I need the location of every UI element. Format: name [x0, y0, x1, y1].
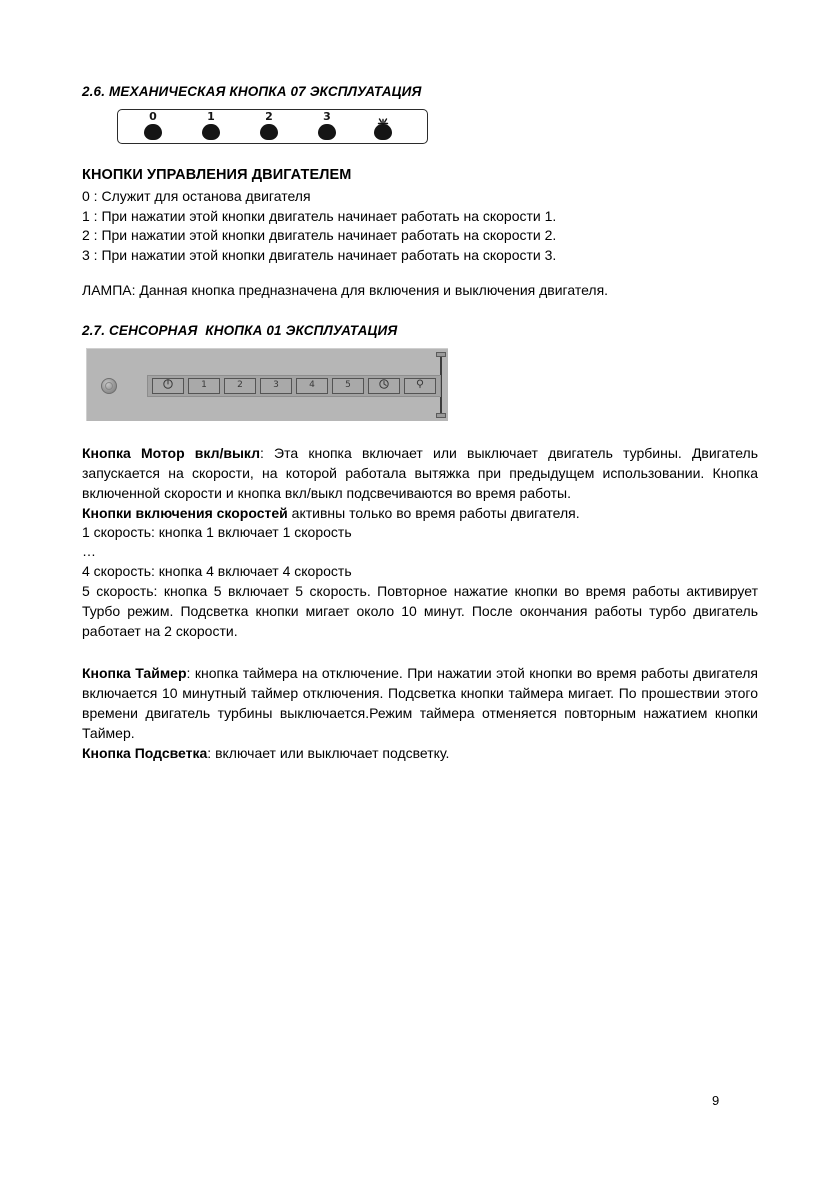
section-heading-touch: 2.7. СЕНСОРНАЯ КНОПКА 01 ЭКСПЛУАТАЦИЯ [82, 322, 398, 338]
touch-key-speed-5[interactable] [332, 378, 364, 394]
panel-corner-nub-top [436, 352, 446, 357]
mech-knob-cap [374, 124, 392, 140]
speed-line-1: 1 скорость: кнопка 1 включает 1 скорость [82, 523, 352, 540]
motor-line-3: 3 : При нажатии этой кнопки двигатель начинает работать на скорости 3. [82, 246, 557, 263]
touch-key-light[interactable] [404, 378, 436, 394]
mechanical-control-panel [117, 109, 428, 144]
power-icon [160, 377, 176, 395]
speed-buttons-body: активны только во время работы двигателя. [287, 504, 580, 521]
mech-knob-0-label: 0 [149, 110, 157, 123]
mech-knob-3[interactable] [312, 112, 342, 142]
page-number: 9 [712, 1093, 720, 1108]
light-bulb-icon [412, 377, 428, 395]
touch-key-speed-1[interactable] [188, 378, 220, 394]
touch-control-panel [86, 348, 448, 421]
touch-key-speed-2-label: 2 [237, 380, 243, 390]
speed-buttons-bold-lead: Кнопки включения скоростей [82, 504, 288, 521]
touch-key-speed-2[interactable] [224, 378, 256, 394]
mech-knob-cap [202, 124, 220, 140]
motor-line-1: 1 : При нажатии этой кнопки двигатель начинает работать на скорости 1. [82, 207, 557, 224]
page-content [82, 84, 758, 763]
mech-knob-lamp[interactable] [368, 112, 398, 142]
touch-key-speed-3[interactable] [260, 378, 292, 394]
light-button-body: : включает или выключает подсветку. [207, 745, 450, 761]
turbo-paragraph: 5 скорость: кнопка 5 включает 5 скорость. Повторное нажатие кнопки во время работы активирует Турбо режим. Подсветка кнопки мигает около 10 минут. После окончания работы турбо двигатель работает на 2 скорости. [82, 583, 758, 639]
touch-panel-figure [86, 348, 758, 421]
light-button-bold-lead: Кнопка Подсветка [82, 745, 208, 761]
mech-knob-2-label: 2 [265, 110, 273, 123]
timer-button-body: : кнопка таймера на отключение. При нажатии этой кнопки во время работы двигателя включается 10 минутный таймер отключения. Подсветка кнопки таймера мигает. По прошествии этого времени двигатель турбины выключается.Режим таймера отменяется повторным нажатием кнопки Таймер. [82, 665, 758, 741]
mech-knob-1[interactable] [196, 112, 226, 142]
touch-key-speed-4-label: 4 [309, 380, 315, 390]
mech-knob-cap [260, 124, 278, 140]
touch-key-speed-4[interactable] [296, 378, 328, 394]
mech-knob-cap [144, 124, 162, 140]
speed-line-ellipsis: … [82, 543, 96, 559]
touch-key-power[interactable] [152, 378, 184, 394]
touch-key-strip [147, 375, 441, 397]
timer-button-paragraph [82, 663, 758, 743]
touch-key-speed-5-label: 5 [345, 380, 351, 390]
touch-key-speed-3-label: 3 [273, 380, 279, 390]
motor-controls-heading: КНОПКИ УПРАВЛЕНИЯ ДВИГАТЕЛЕМ [82, 167, 352, 183]
section-heading-mechanical: 2.6. МЕХАНИЧЕСКАЯ КНОПКА 07 ЭКСПЛУАТАЦИЯ [82, 84, 422, 99]
panel-screw [101, 378, 117, 394]
touch-key-timer[interactable] [368, 378, 400, 394]
motor-button-bold-lead: Кнопка Мотор вкл/выкл [82, 444, 260, 461]
mech-knob-1-label: 1 [207, 110, 215, 123]
motor-line-2: 2 : При нажатии этой кнопки двигатель начинает работать на скорости 2. [82, 227, 557, 243]
mechanical-panel-figure [117, 109, 758, 144]
mech-knob-cap [318, 124, 336, 140]
motor-line-0: 0 : Служит для останова двигателя [82, 188, 311, 204]
light-button-paragraph [82, 743, 758, 763]
timer-clock-icon [376, 377, 392, 395]
lamp-note: ЛАМПА: Данная кнопка предназначена для включения и выключения двигателя. [82, 282, 609, 298]
lamp-icon [368, 113, 398, 124]
mech-knob-3-label: 3 [323, 110, 331, 123]
motor-button-body: : Эта кнопка включает или выключает двигатель турбины. Двигатель запускается на скорости, на которой работала вытяжка при предыдущем использовании. Кнопка включенной скорости и кнопка вкл/выкл подсвечиваются во время работы. [82, 444, 758, 501]
panel-corner-nub-bottom [436, 413, 446, 418]
speed-line-4: 4 скорость: кнопка 4 включает 4 скорость [82, 562, 352, 579]
mech-knob-2[interactable] [254, 112, 284, 142]
timer-button-bold-lead: Кнопка Таймер [82, 665, 187, 681]
motor-button-paragraph [82, 443, 758, 503]
mech-knob-0[interactable] [138, 112, 168, 142]
speed-buttons-paragraph [82, 503, 758, 523]
touch-key-speed-1-label: 1 [201, 380, 207, 390]
